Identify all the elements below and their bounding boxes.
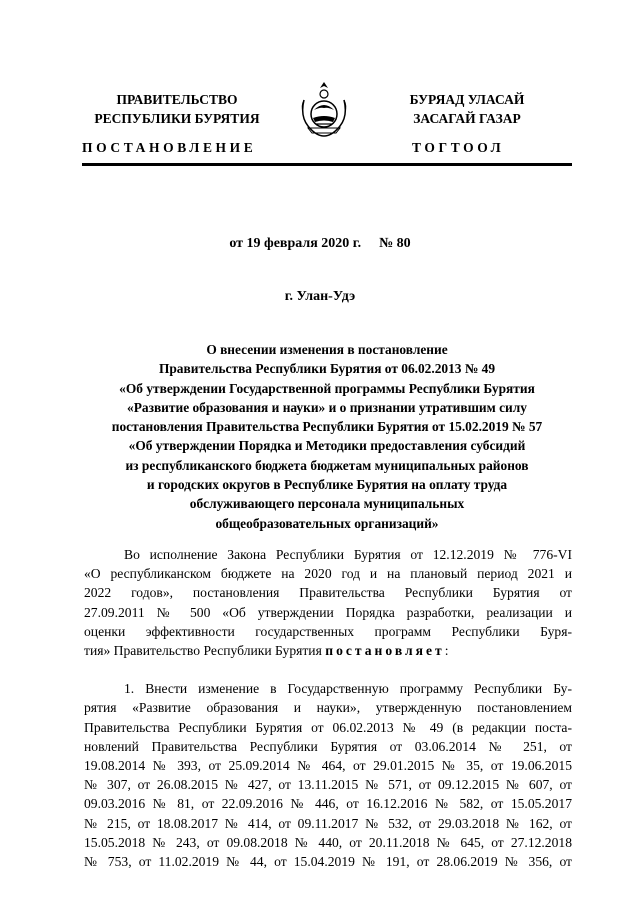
header-right-line1: БУРЯАД УЛАСАЙ xyxy=(409,92,525,107)
title-line: Правительства Республики Бурятия от 06.02.2013 № 49 xyxy=(158,361,496,377)
body-line: 19.08.2014 № 393, от 25.09.2014 № 464, от 29.01.2015 № 35, от 19.06.2015 xyxy=(84,758,572,774)
body-line: № 307, от 26.08.2015 № 427, от 13.11.2015 № 571, от 09.12.2015 № 607, от xyxy=(84,777,572,793)
body-line: 2022 годов», постановления Правительства Республики Бурятия от xyxy=(84,585,572,601)
title-line: О внесении изменения в постановление xyxy=(206,342,448,357)
body-line: «О республиканском бюджете на 2020 год и на плановый период 2021 и xyxy=(84,566,572,582)
title-line: постановления Правительства Республики Бурятия от 15.02.2019 № 57 xyxy=(111,419,543,435)
body-line: № 215, от 18.08.2017 № 414, от 09.11.2017 № 532, от 29.03.2018 № 162, от xyxy=(84,815,572,831)
title-line: «Развитие образования и науки» и о признании утратившим силу xyxy=(127,399,527,415)
body-line: 09.03.2016 № 81, от 22.09.2016 № 446, от 16.12.2016 № 582, от 15.05.2017 xyxy=(84,796,572,812)
header-left-line2: РЕСПУБЛИКИ БУРЯТИЯ xyxy=(94,111,260,126)
body-line: 15.05.2018 № 243, от 09.08.2018 № 440, от 20.11.2018 № 645, от 27.12.2018 xyxy=(84,834,572,850)
body-line: 27.09.2011 № 500 «Об утверждении Порядка разработки, реализации и xyxy=(84,604,572,620)
resolves-word: постановляет xyxy=(325,643,445,659)
title-line: «Об утверждении Государственной программы Республики Бурятия xyxy=(119,380,535,396)
body-line: Правительства Республики Бурятия от 06.02.2013 № 49 (в редакции поста- xyxy=(84,719,572,735)
decree-date-line xyxy=(0,236,640,252)
body-line: оценки эффективности государственных программ Республики Буря- xyxy=(84,623,572,639)
body-line: Во исполнение Закона Республики Бурятия от 12.12.2019 № 776-VI xyxy=(124,547,572,562)
decree-number: № 80 xyxy=(379,236,411,251)
title-line: и городских округов в Республике Бурятия на оплату труда xyxy=(146,477,508,493)
title-line: из республиканского бюджета бюджетам муниципальных районов xyxy=(125,457,529,473)
preamble-tail: тия» Правительство Республики Бурятия xyxy=(84,643,322,659)
decree-body xyxy=(84,545,572,871)
title-line: общеобразовательных организаций» xyxy=(215,515,439,531)
decree-city: г. Улан-Удэ xyxy=(284,289,356,304)
title-line: обслуживающего персонала муниципальных xyxy=(189,496,465,512)
title-line: «Об утверждении Порядка и Методики предоставления субсидий xyxy=(128,438,526,454)
government-header-ru xyxy=(82,90,272,128)
body-line: № 753, от 11.02.2019 № 44, от 15.04.2019 № 191, от 28.06.2019 № 356, от xyxy=(84,854,572,870)
header-divider xyxy=(82,163,572,166)
preamble-paragraph xyxy=(84,545,572,660)
decree-title xyxy=(80,340,574,533)
clause-1-paragraph xyxy=(84,679,572,871)
government-header-bua xyxy=(372,90,562,128)
header-right-line2: ЗАСАГАЙ ГАЗАР xyxy=(413,111,521,126)
decree-label-bua: ТОГТООЛ xyxy=(412,140,505,155)
decree-date: от 19 февраля 2020 г. xyxy=(229,236,362,251)
body-line: рятия «Развитие образования и науки», утвержденную постановлением xyxy=(84,700,572,716)
body-line: новлений Правительства Республики Бурятия от 03.06.2014 № 251, от xyxy=(84,738,572,754)
header-left-line1: ПРАВИТЕЛЬСТВО xyxy=(116,92,238,107)
body-line: 1. Внести изменение в Государственную программу Республики Бу- xyxy=(124,681,572,697)
body-line-last xyxy=(84,641,572,660)
preamble-colon: : xyxy=(444,643,449,659)
decree-label-ru: ПОСТАНОВЛЕНИЕ xyxy=(82,140,257,155)
coat-of-arms-emblem xyxy=(298,80,350,138)
